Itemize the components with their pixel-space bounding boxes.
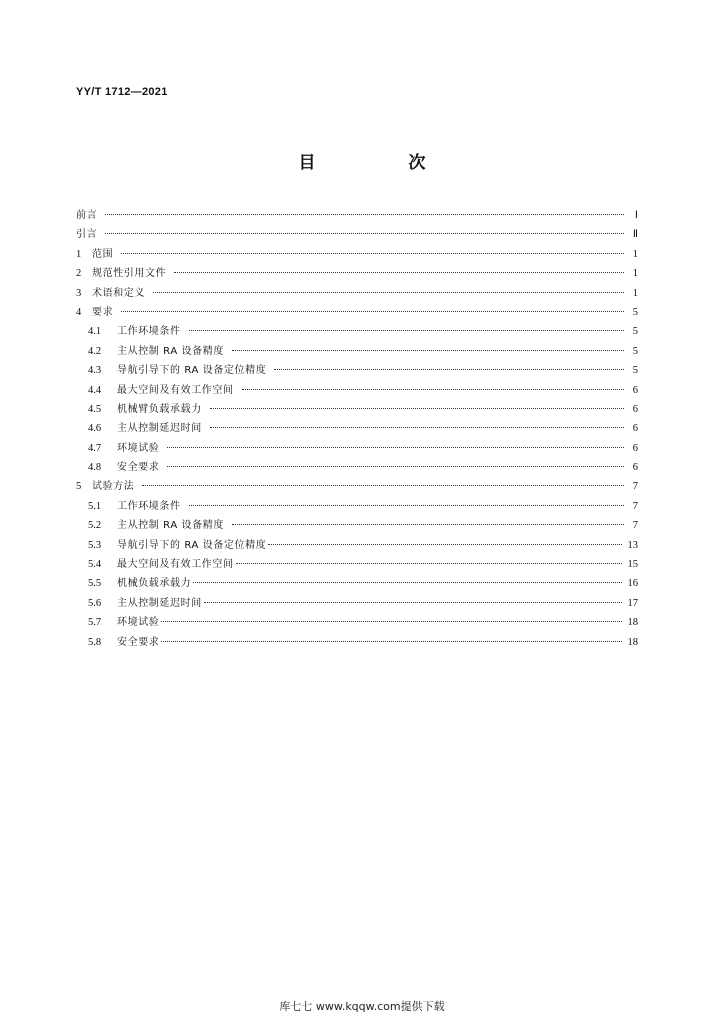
toc-entry-number: 5.8 (88, 636, 102, 648)
toc-entry-number: 5.2 (88, 520, 102, 532)
toc-entry-label: 工作环境条件 (117, 500, 181, 512)
dot-leader (121, 311, 624, 312)
toc-entry-page: 6 (632, 462, 638, 474)
toc-entry-label: 主从控制 RA 设备精度 (117, 520, 224, 532)
dot-leader (161, 641, 621, 642)
toc-entry-label: 要求 (92, 306, 114, 318)
download-source-footer: 库七七 www.kqqw.com提供下载 (279, 1000, 445, 1013)
dot-leader (210, 427, 624, 428)
toc-entry-number: 5.3 (88, 539, 102, 551)
toc-entry-label: 环境试验 (117, 442, 160, 454)
dot-leader (189, 330, 624, 331)
toc-entry-4[interactable] (76, 303, 638, 322)
dot-leader (142, 485, 624, 486)
toc-entry-4-6[interactable] (76, 419, 638, 438)
toc-entry-label: 主从控制 RA 设备精度 (117, 345, 224, 357)
toc-entry-4-1[interactable] (76, 322, 638, 341)
dot-leader (232, 524, 624, 525)
toc-entry-number: 4.1 (88, 326, 102, 338)
toc-entry-label: 最大空间及有效工作空间 (117, 384, 234, 396)
toc-entry-5-5[interactable] (76, 574, 638, 593)
toc-entry-number: 5.1 (88, 500, 102, 512)
toc-entry-number: 1 (76, 248, 82, 260)
dot-leader (153, 292, 624, 293)
toc-entry-foreword[interactable] (76, 206, 638, 225)
dot-leader (204, 602, 622, 603)
toc-entry-number: 4.3 (88, 365, 102, 377)
toc-entry-label: 环境试验 (117, 617, 160, 629)
toc-entry-2[interactable] (76, 264, 638, 283)
toc-entry-number: 5.7 (88, 617, 102, 629)
toc-entry-page: Ⅰ (634, 210, 638, 221)
toc-entry-label: 机械臂负载承载力 (117, 403, 202, 415)
toc-entry-label: 工作环境条件 (117, 326, 181, 338)
toc-entry-number: 5.6 (88, 597, 102, 609)
toc-entry-number: 2 (76, 268, 82, 280)
dot-leader (210, 408, 624, 409)
toc-entry-3[interactable] (76, 284, 638, 303)
toc-entry-5-3[interactable] (76, 536, 638, 555)
toc-entry-page: 18 (627, 636, 638, 648)
toc-entry-page: Ⅱ (632, 229, 638, 241)
dot-leader (193, 582, 621, 583)
dot-leader (236, 563, 622, 564)
toc-entry-page: 7 (632, 481, 638, 493)
dot-leader (232, 350, 624, 351)
toc-entry-number: 5.5 (88, 578, 102, 590)
toc-entry-page: 18 (627, 617, 638, 629)
dot-leader (167, 466, 624, 467)
toc-entry-page: 15 (627, 559, 638, 571)
toc-entry-page: 5 (632, 306, 638, 318)
toc-entry-label: 主从控制延迟时间 (117, 423, 202, 435)
dot-leader (274, 369, 624, 370)
toc-entry-page: 16 (627, 578, 638, 590)
toc-entry-page: 7 (632, 520, 638, 532)
toc-entry-page: 1 (632, 248, 638, 260)
toc-entry-label: 前言 (76, 210, 98, 221)
toc-entry-4-3[interactable] (76, 361, 638, 380)
toc-entry-number: 4.7 (88, 442, 102, 454)
toc-entry-number: 4.8 (88, 462, 102, 474)
toc-entry-label: 安全要求 (117, 462, 160, 474)
toc-entry-page: 5 (632, 345, 638, 357)
toc-entry-introduction[interactable] (76, 225, 638, 244)
toc-entry-5-7[interactable] (76, 613, 638, 632)
toc-entry-page: 1 (632, 287, 638, 299)
dot-leader (121, 253, 624, 254)
toc-entry-5-6[interactable] (76, 594, 638, 613)
toc-entry-label: 导航引导下的 RA 设备定位精度 (117, 365, 267, 377)
toc-entry-number: 4.6 (88, 423, 102, 435)
toc-entry-page: 17 (627, 597, 638, 609)
toc-entry-number: 4 (76, 306, 82, 318)
dot-leader (161, 621, 621, 622)
toc-entry-4-4[interactable] (76, 381, 638, 400)
dot-leader (174, 272, 624, 273)
toc-entry-page: 5 (632, 365, 638, 377)
dot-leader (268, 544, 621, 545)
toc-entry-number: 4.5 (88, 403, 102, 415)
toc-entry-label: 规范性引用文件 (92, 268, 167, 280)
toc-entry-label: 主从控制延迟时间 (117, 597, 202, 609)
toc-entry-number: 5.4 (88, 559, 102, 571)
toc-entry-label: 导航引导下的 RA 设备定位精度 (117, 539, 267, 551)
toc-entry-label: 术语和定义 (92, 287, 145, 299)
toc-entry-label: 机械负载承载力 (117, 578, 192, 590)
toc-entry-page: 7 (632, 500, 638, 512)
dot-leader (105, 233, 624, 234)
dot-leader (105, 214, 624, 215)
toc-entry-page: 13 (627, 539, 638, 551)
toc-entry-4-5[interactable] (76, 400, 638, 419)
toc-entry-number: 3 (76, 287, 82, 299)
toc-entry-label: 最大空间及有效工作空间 (117, 559, 234, 571)
table-of-contents (76, 206, 638, 652)
toc-entry-label: 范围 (92, 248, 114, 260)
toc-entry-page: 6 (632, 384, 638, 396)
toc-entry-number: 4.2 (88, 345, 102, 357)
toc-entry-4-7[interactable] (76, 439, 638, 458)
toc-entry-page: 5 (632, 326, 638, 338)
toc-entry-label: 安全要求 (117, 636, 160, 648)
toc-entry-page: 6 (632, 423, 638, 435)
toc-entry-5-1[interactable] (76, 497, 638, 516)
toc-entry-number: 5 (76, 481, 82, 493)
toc-entry-5-8[interactable] (76, 633, 638, 652)
toc-entry-label: 试验方法 (92, 481, 135, 493)
toc-entry-1[interactable] (76, 245, 638, 264)
toc-entry-4-2[interactable] (76, 342, 638, 361)
toc-entry-page: 1 (632, 268, 638, 280)
page-title: 目 次 (298, 153, 464, 173)
toc-entry-page: 6 (632, 442, 638, 454)
toc-entry-page: 6 (632, 403, 638, 415)
toc-entry-5-2[interactable] (76, 516, 638, 535)
dot-leader (189, 505, 624, 506)
toc-entry-4-8[interactable] (76, 458, 638, 477)
toc-entry-number: 4.4 (88, 384, 102, 396)
toc-entry-label: 引言 (76, 229, 98, 241)
dot-leader (167, 447, 624, 448)
toc-entry-5[interactable] (76, 477, 638, 496)
dot-leader (242, 389, 624, 390)
toc-entry-5-4[interactable] (76, 555, 638, 574)
standard-code: YY/T 1712—2021 (76, 86, 168, 98)
